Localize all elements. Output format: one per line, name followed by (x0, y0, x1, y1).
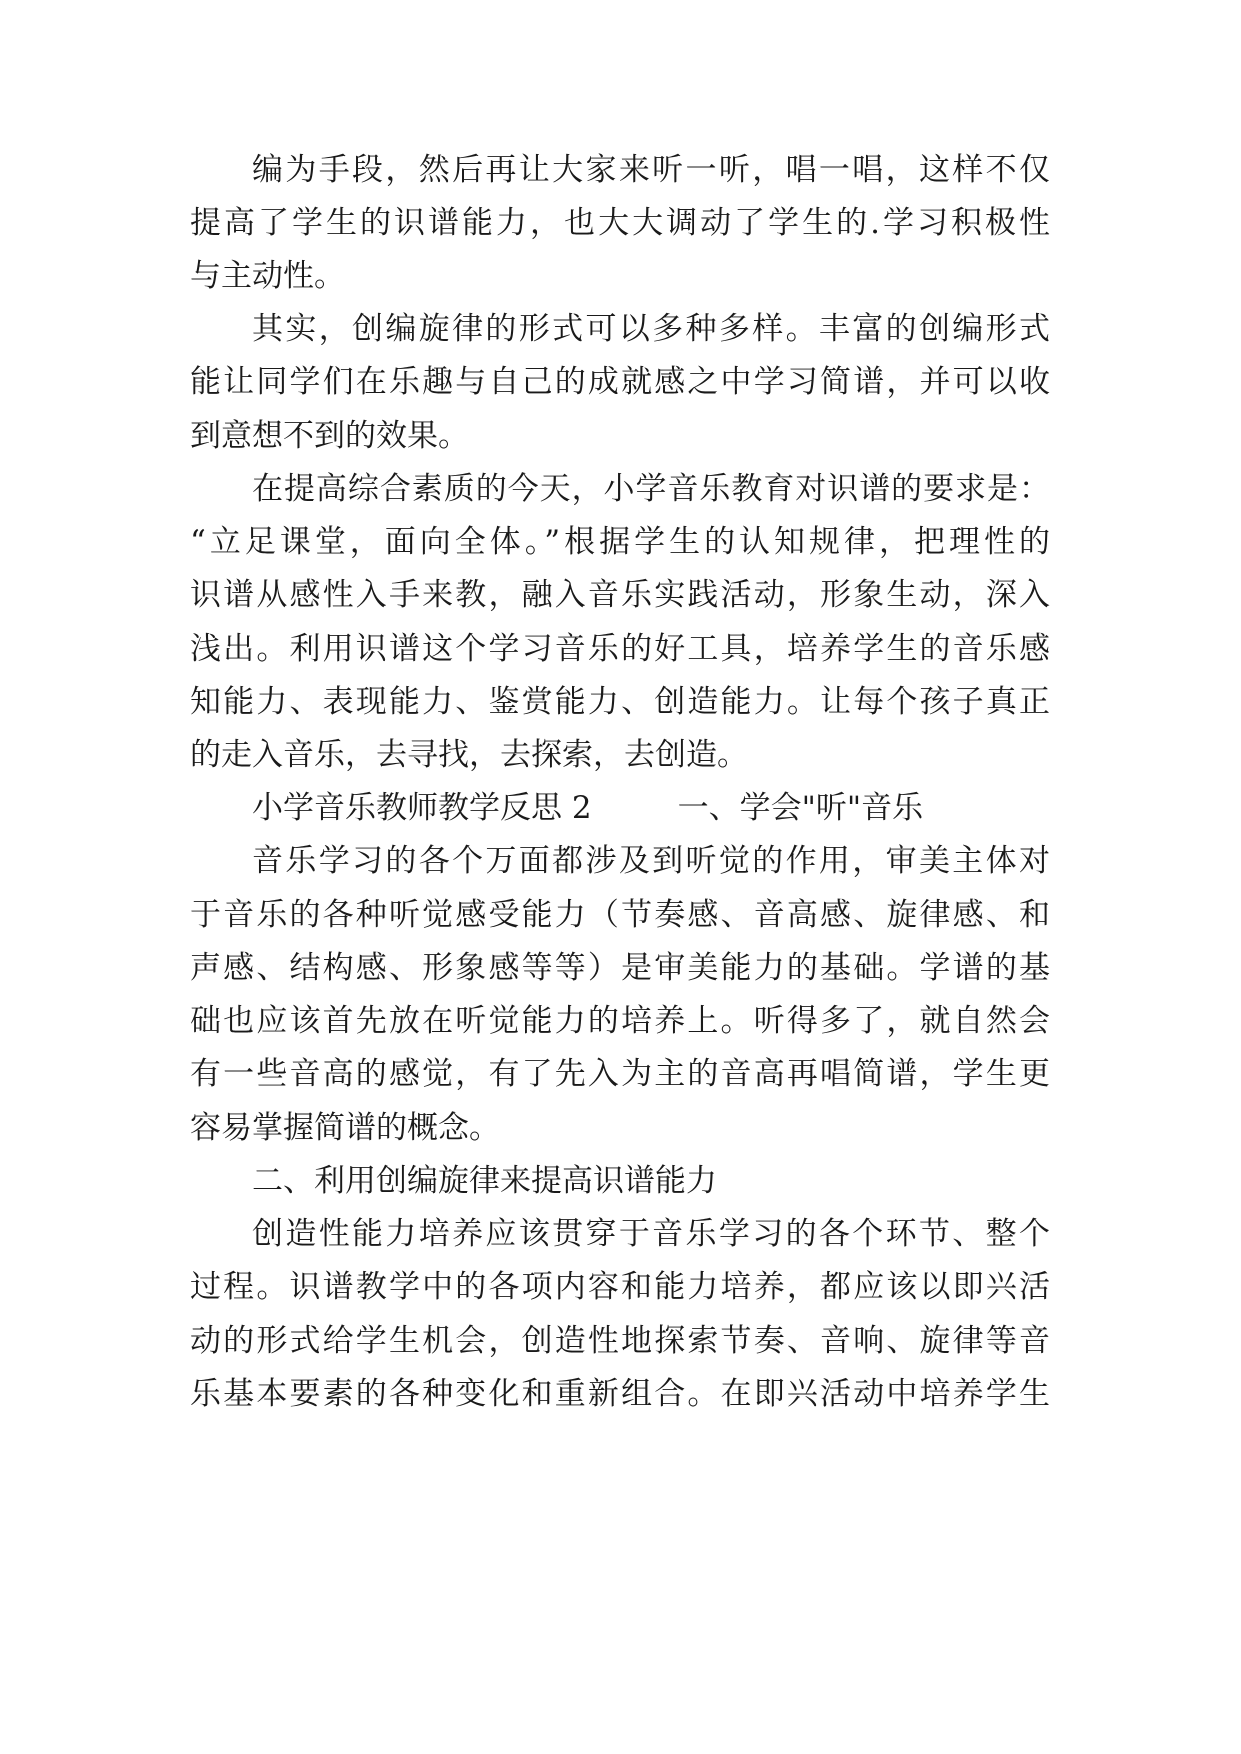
section-heading-2: 二、利用创编旋律来提高识谱能力 (252, 1163, 717, 1199)
text-line-12: 的走入音乐，去寻找，去探索，去创造。 (190, 737, 748, 773)
text-line-11: 知能力、表现能力、鉴赏能力、创造能力。让每个孩子真正 (190, 684, 1050, 720)
text-line-1: 编为手段，然后再让大家来听一听，唱一唱，这样不仅 (252, 152, 1050, 188)
text-line-8: “立足课堂，面向全体。”根据学生的认知规律，把理性的 (190, 524, 1050, 560)
text-line-24: 动的形式给学生机会，创造性地探索节奏、音响、旋律等音 (190, 1323, 1050, 1359)
section-heading-1: 一、学会"听"音乐 (677, 790, 924, 826)
text-line-15: 音乐学习的各个万面都涉及到听觉的作用，审美主体对 (252, 843, 1050, 879)
text-line-22: 创造性能力培养应该贯穿于音乐学习的各个环节、整个 (252, 1216, 1050, 1252)
text-line-6: 到意想不到的效果。 (190, 418, 469, 454)
text-line-10: 浅出。利用识谱这个学习音乐的好工具，培养学生的音乐感 (190, 631, 1050, 667)
text-line-9: 识谱从感性入手来教，融入音乐实践活动，形象生动，深入 (190, 577, 1050, 613)
section-heading-line (252, 788, 1050, 828)
text-line-4: 其实，创编旋律的形式可以多种多样。丰富的创编形式 (252, 311, 1050, 347)
text-line-5: 能让同学们在乐趣与自己的成就感之中学习简谱，并可以收 (190, 364, 1050, 400)
text-line-2: 提高了学生的识谱能力，也大大调动了学生的.学习积极性 (190, 205, 1050, 241)
text-line-25: 乐基本要素的各种变化和重新组合。在即兴活动中培养学生 (190, 1376, 1050, 1412)
text-line-20: 容易掌握简谱的概念。 (190, 1110, 500, 1146)
text-line-18: 础也应该首先放在听觉能力的培养上。听得多了，就自然会 (190, 1003, 1050, 1039)
text-line-23: 过程。识谱教学中的各项内容和能力培养，都应该以即兴活 (190, 1269, 1050, 1305)
text-line-17: 声感、结构感、形象感等等）是审美能力的基础。学谱的基 (190, 950, 1050, 986)
text-line-3: 与主动性。 (190, 258, 345, 294)
text-line-7: 在提高综合素质的今天，小学音乐教育对识谱的要求是： (252, 471, 1050, 507)
text-line-16: 于音乐的各种听觉感受能力（节奏感、音高感、旋律感、和 (190, 897, 1050, 933)
article-title: 小学音乐教师教学反思 2 (252, 790, 592, 826)
text-line-19: 有一些音高的感觉，有了先入为主的音高再唱简谱，学生更 (190, 1056, 1050, 1092)
